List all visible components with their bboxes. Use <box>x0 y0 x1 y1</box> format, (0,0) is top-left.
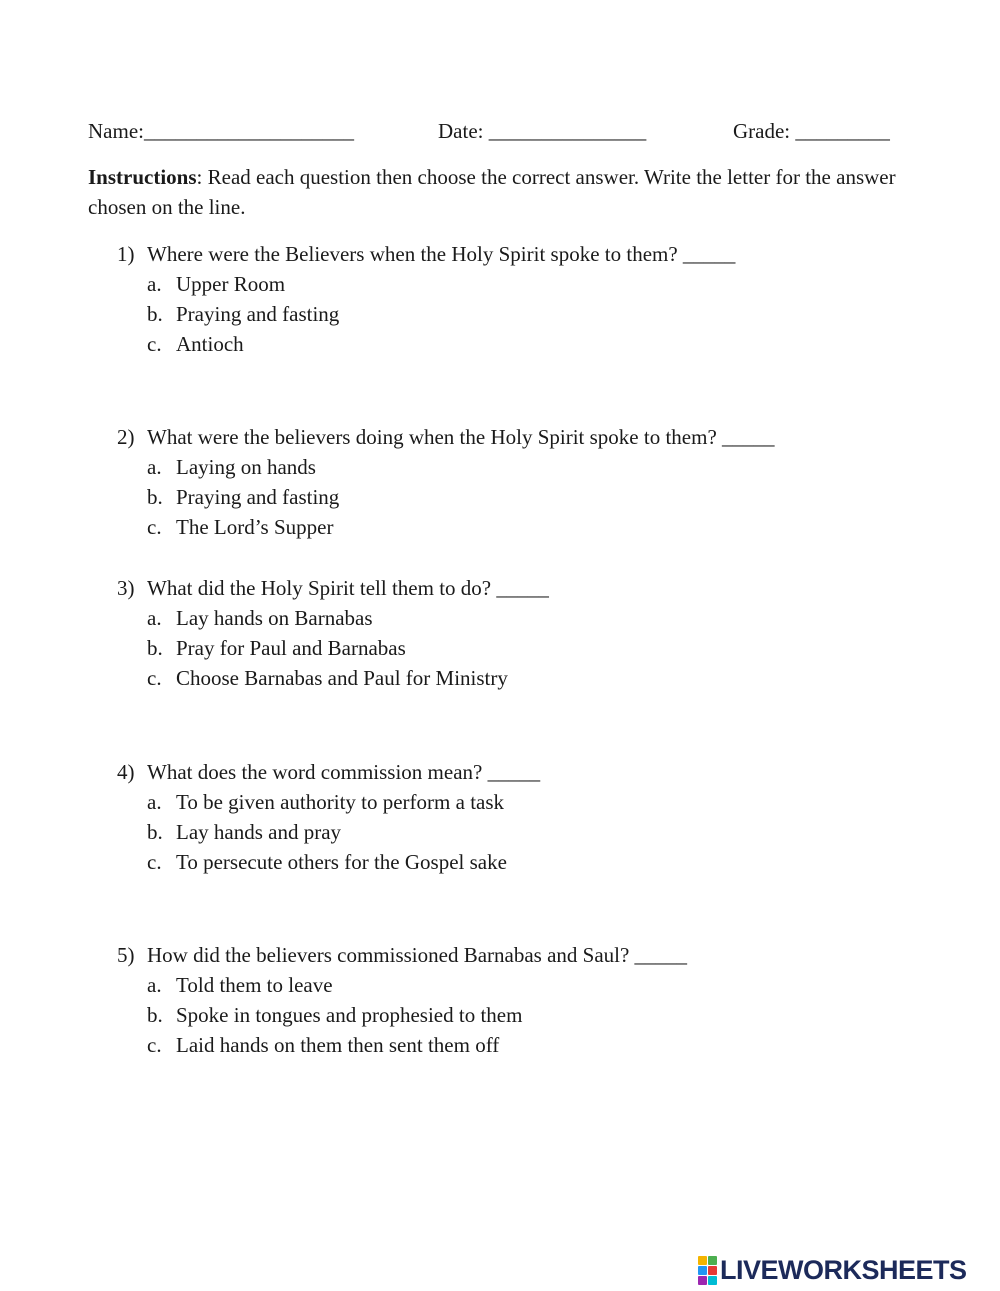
option-text: Laying on hands <box>176 455 316 479</box>
option-text: Pray for Paul and Barnabas <box>176 636 406 660</box>
option-text: Praying and fasting <box>176 302 340 326</box>
option-letter: b. <box>147 485 163 509</box>
option-c <box>0 512 1000 542</box>
question-5 <box>0 940 1000 1060</box>
question-1 <box>0 239 1000 359</box>
option-letter: c. <box>147 332 162 356</box>
option-letter: c. <box>147 1033 162 1057</box>
option-text: Praying and fasting <box>176 485 340 509</box>
option-c <box>0 847 1000 877</box>
option-letter: b. <box>147 820 163 844</box>
option-letter: b. <box>147 636 163 660</box>
option-text: Lay hands and pray <box>176 820 342 844</box>
option-text: Told them to leave <box>176 973 333 997</box>
option-letter: a. <box>147 973 162 997</box>
option-letter: a. <box>147 455 162 479</box>
option-letter: c. <box>147 666 162 690</box>
instructions-text: : Read each question then choose the correct answer. Write the letter for the answer chosen on the line. <box>88 165 896 219</box>
option-letter: c. <box>147 515 162 539</box>
question-number: 2) <box>117 425 135 449</box>
option-text: Upper Room <box>176 272 286 296</box>
option-c <box>0 663 1000 693</box>
option-text: Lay hands on Barnabas <box>176 606 373 630</box>
option-b <box>0 482 1000 512</box>
liveworksheets-wordmark: LIVEWORKSHEETS <box>720 1254 967 1285</box>
question-number: 5) <box>117 943 135 967</box>
liveworksheets-logo-icon <box>698 1256 717 1285</box>
option-letter: c. <box>147 850 162 874</box>
question-text[interactable]: Where were the Believers when the Holy Spirit spoke to them? _____ <box>147 242 736 266</box>
logo-tile-icon <box>698 1266 707 1275</box>
option-b <box>0 1000 1000 1030</box>
option-text: To be given authority to perform a task <box>176 790 505 814</box>
logo-tile-icon <box>698 1256 707 1265</box>
logo-tile-icon <box>698 1276 707 1285</box>
name-field[interactable]: Name:____________________ <box>88 119 354 143</box>
option-b <box>0 817 1000 847</box>
question-number: 1) <box>117 242 135 266</box>
question-text[interactable]: What did the Holy Spirit tell them to do? _____ <box>147 576 549 600</box>
option-letter: b. <box>147 302 163 326</box>
option-a <box>0 452 1000 482</box>
option-a <box>0 970 1000 1000</box>
instructions <box>88 162 918 222</box>
question-text[interactable]: What does the word commission mean? _____ <box>147 760 541 784</box>
date-field[interactable]: Date: _______________ <box>438 119 647 143</box>
option-text: Antioch <box>176 332 244 356</box>
option-text: The Lord’s Supper <box>176 515 334 539</box>
option-a <box>0 269 1000 299</box>
option-b <box>0 299 1000 329</box>
option-text: Choose Barnabas and Paul for Ministry <box>176 666 508 690</box>
option-text: Laid hands on them then sent them off <box>176 1033 500 1057</box>
logo-tile-icon <box>708 1276 717 1285</box>
option-a <box>0 603 1000 633</box>
question-2 <box>0 422 1000 542</box>
question-3 <box>0 573 1000 693</box>
option-c <box>0 1030 1000 1060</box>
question-text[interactable]: What were the believers doing when the Holy Spirit spoke to them? _____ <box>147 425 775 449</box>
question-4 <box>0 757 1000 877</box>
question-number: 4) <box>117 760 135 784</box>
liveworksheets-logo[interactable] <box>698 1254 994 1286</box>
instructions-label: Instructions <box>88 165 197 189</box>
option-a <box>0 787 1000 817</box>
logo-tile-icon <box>708 1256 717 1265</box>
option-c <box>0 329 1000 359</box>
option-letter: b. <box>147 1003 163 1027</box>
question-number: 3) <box>117 576 135 600</box>
logo-tile-icon <box>708 1266 717 1275</box>
grade-field[interactable]: Grade: _________ <box>733 119 890 143</box>
option-letter: a. <box>147 790 162 814</box>
option-text: To persecute others for the Gospel sake <box>176 850 507 874</box>
option-letter: a. <box>147 272 162 296</box>
question-text[interactable]: How did the believers commissioned Barnabas and Saul? _____ <box>147 943 688 967</box>
option-text: Spoke in tongues and prophesied to them <box>176 1003 523 1027</box>
option-b <box>0 633 1000 663</box>
option-letter: a. <box>147 606 162 630</box>
